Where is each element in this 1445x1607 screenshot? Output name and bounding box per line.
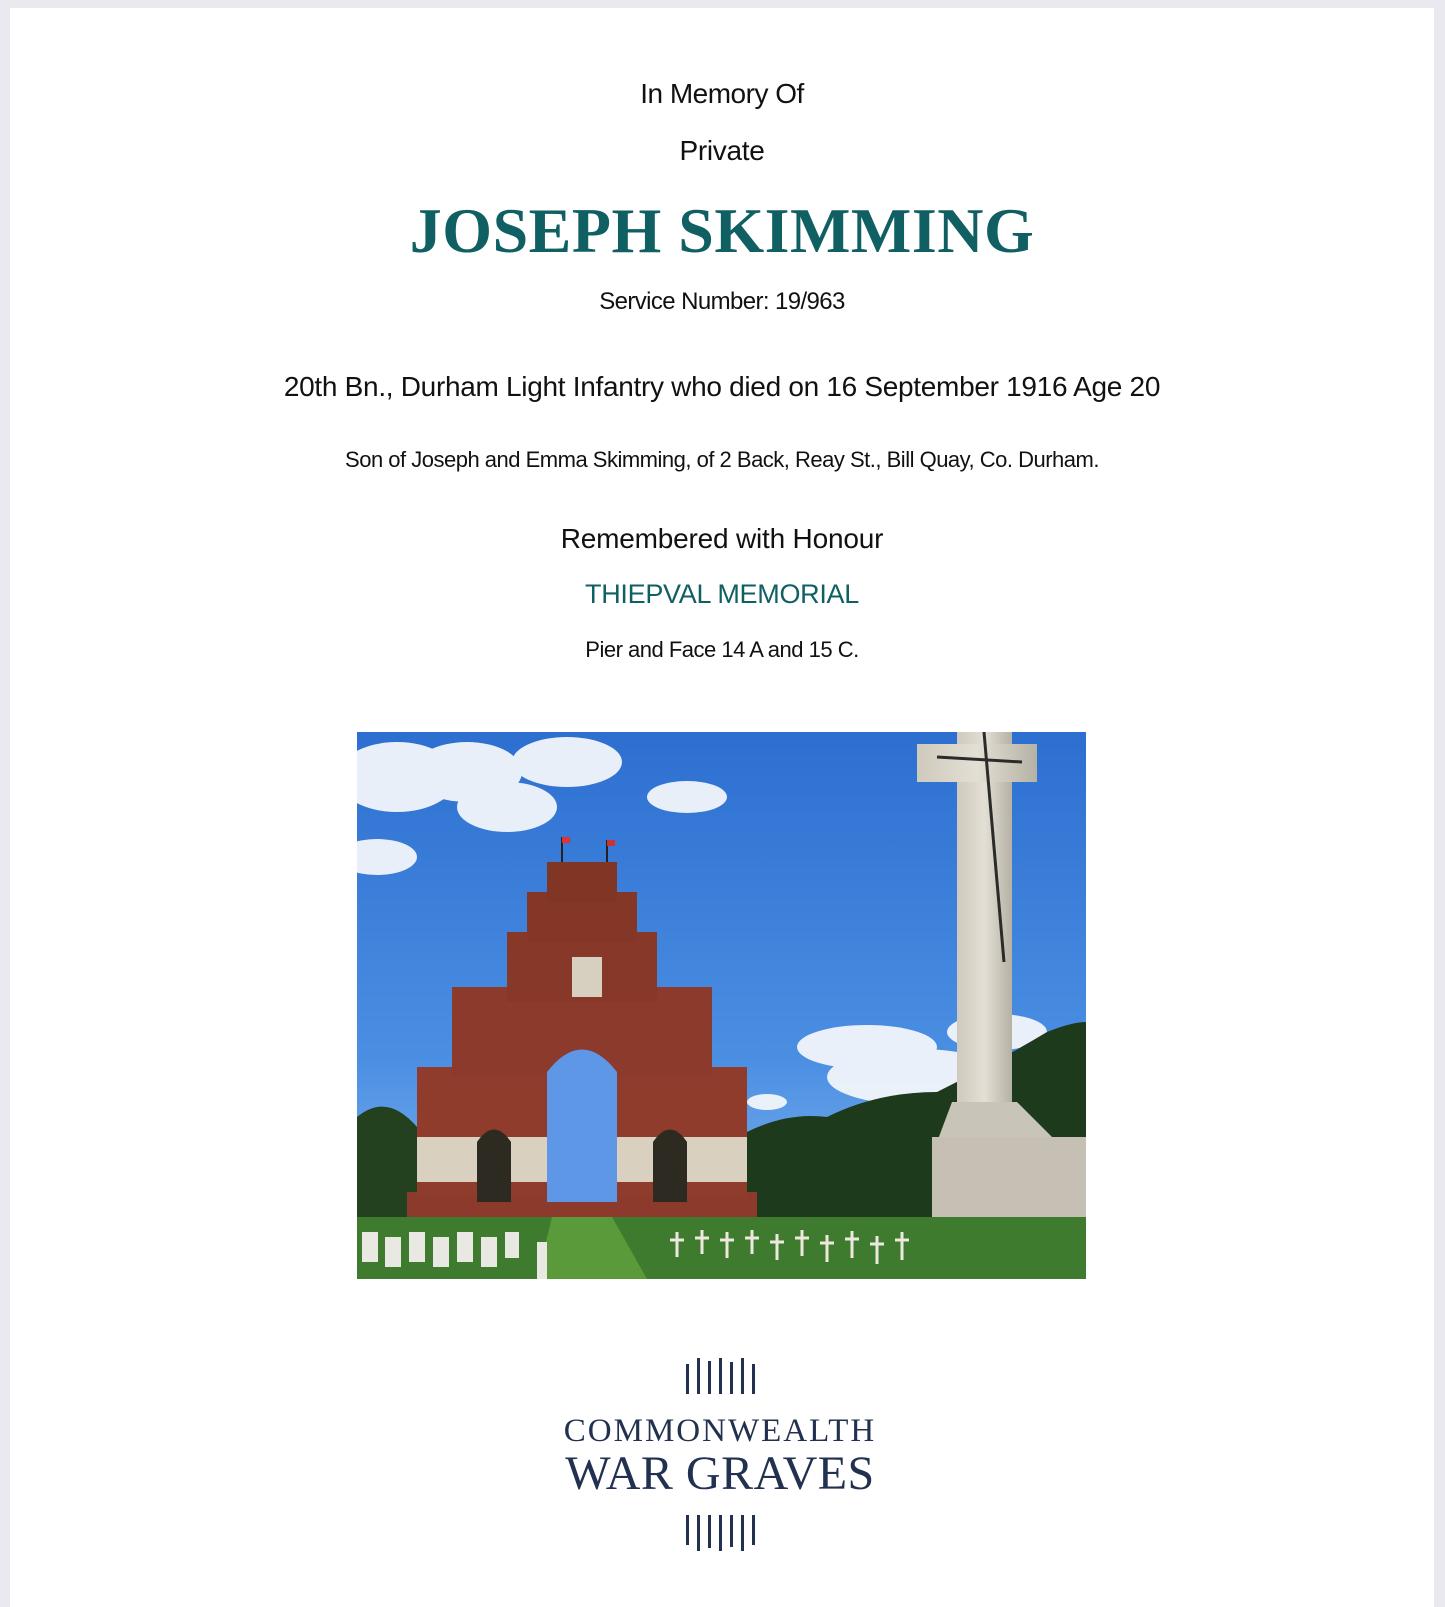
soldier-name: JOSEPH SKIMMING xyxy=(409,195,1035,266)
memorial-location: Pier and Face 14 A and 15 C. xyxy=(585,637,859,662)
logo-bars-top-icon xyxy=(510,1358,930,1394)
rank-label: Private xyxy=(679,135,765,166)
remembered-with-honour: Remembered with Honour xyxy=(560,523,884,554)
logo-text-commonwealth: COMMONWEALTH xyxy=(563,1413,877,1449)
logo-text-war-graves: WAR GRAVES xyxy=(565,1447,875,1500)
cwgc-logo xyxy=(510,1358,930,1558)
service-number: Service Number: 19/963 xyxy=(599,288,845,315)
memorial-name: THIEPVAL MEMORIAL xyxy=(585,579,859,609)
memorial-photo xyxy=(357,732,1086,1279)
family-details: Son of Joseph and Emma Skimming, of 2 Back, Reay St., Bill Quay, Co. Durham. xyxy=(345,447,1099,472)
in-memory-heading: In Memory Of xyxy=(640,78,804,109)
certificate-page xyxy=(10,8,1434,1607)
unit-and-death-details: 20th Bn., Durham Light Infantry who died on 16 September 1916 Age 20 xyxy=(283,371,1161,402)
logo-bars-bottom-icon xyxy=(510,1515,930,1551)
